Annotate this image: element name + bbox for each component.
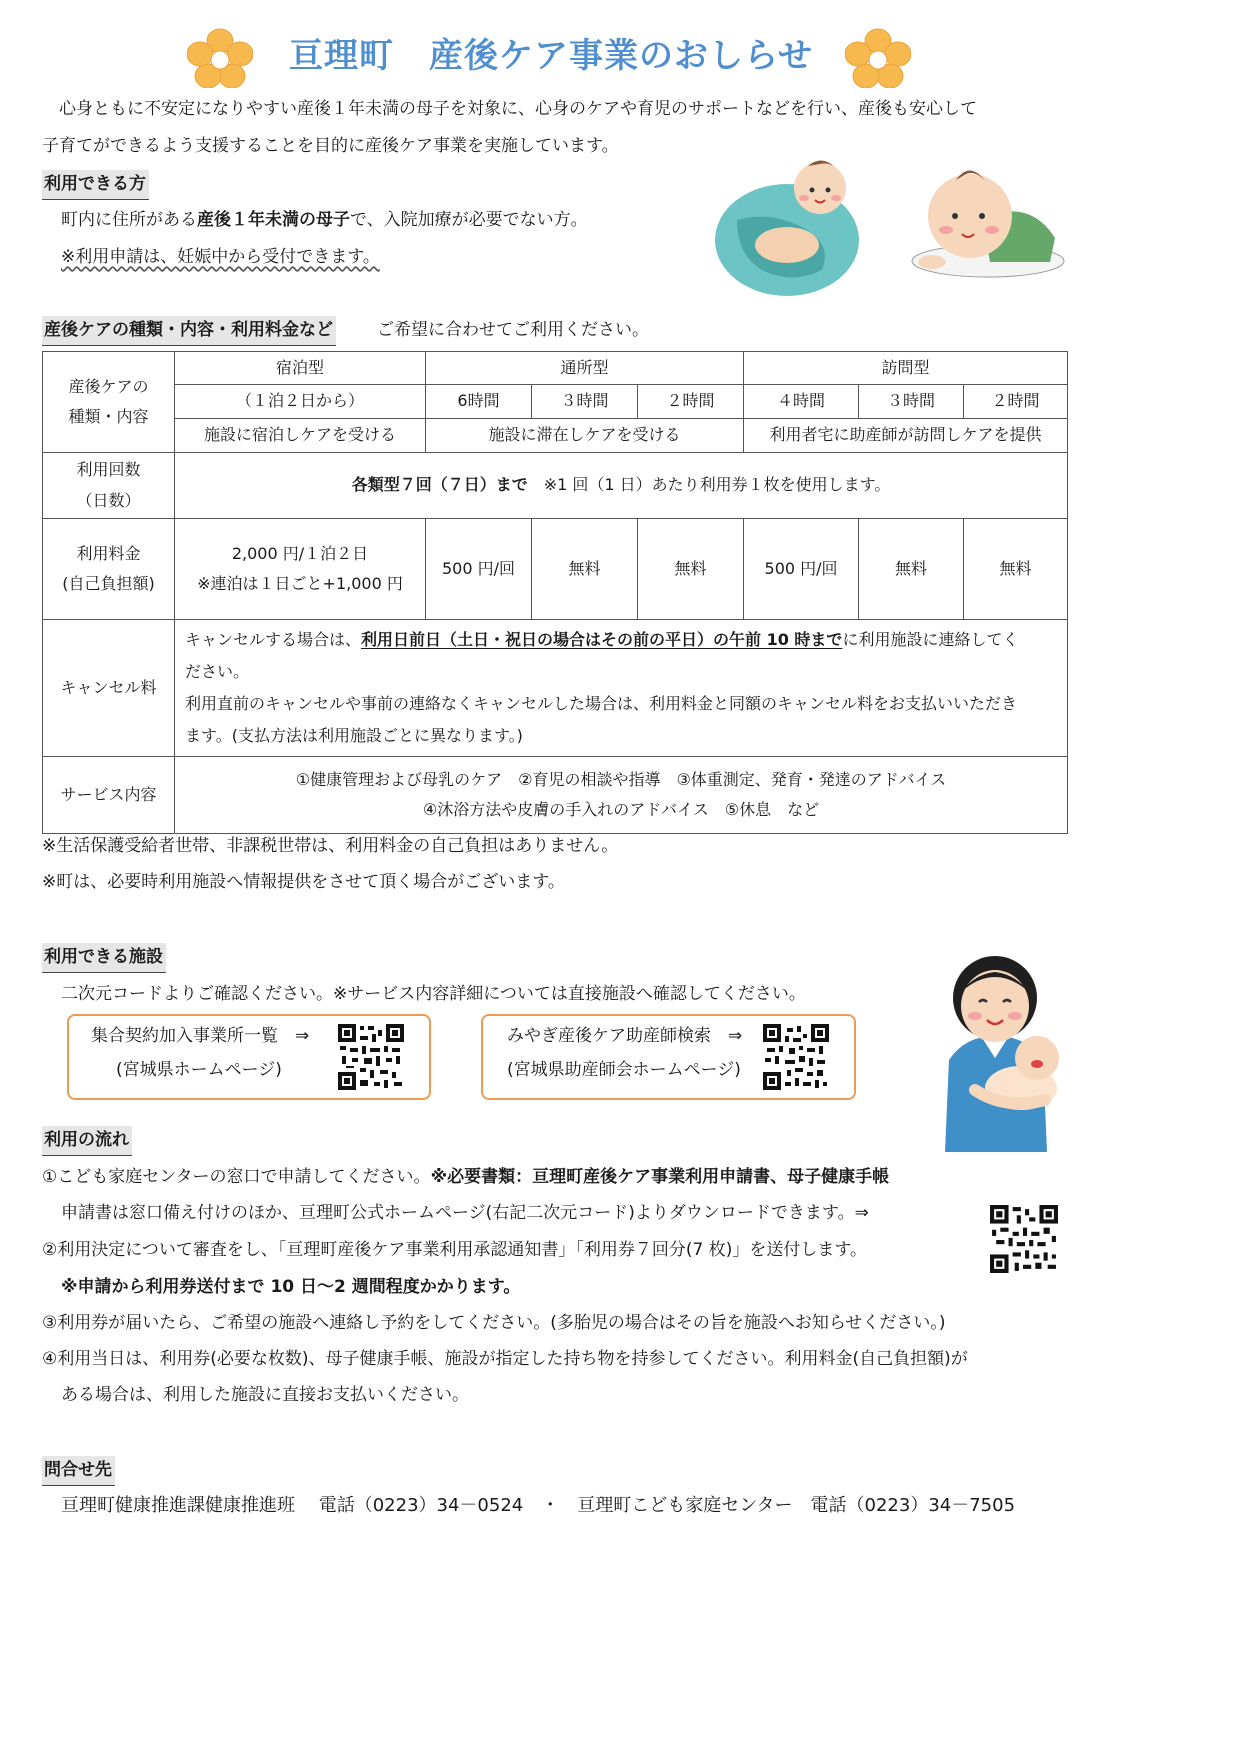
- stay-duration: （１泊２日から）: [175, 385, 426, 419]
- day-hours-3: ２時間: [638, 385, 744, 419]
- stay-type-name: 宿泊型: [175, 352, 426, 385]
- section-heading-types: 産後ケアの種類・内容・利用料金など: [42, 316, 336, 346]
- contact-line: 亘理町健康推進課健康推進班 電話（0223）34－0524 ・ 亘理町こども家庭センター 電話（0223）34－7505: [61, 1495, 1016, 1516]
- visit-hours-3: ２時間: [964, 385, 1068, 419]
- day-description: 施設に滞在しケアを受ける: [426, 419, 744, 453]
- intro-line-2: 子育てができるよう支援することを目的に産後ケア事業を実施しています。: [42, 136, 619, 156]
- baby-bath-illustration: [712, 150, 862, 300]
- flow-step-3: ③利用券が届いたら、ご希望の施設へ連絡し予約をしてください。(多胎児の場合はその旨を施設へお知らせください。): [42, 1313, 946, 1333]
- day-type-name: 通所型: [426, 352, 744, 385]
- facility-box-1-subtitle: (宮城県ホームページ): [116, 1060, 282, 1080]
- section-heading-facilities: 利用できる施設: [42, 943, 166, 973]
- facility-box-2-title: みやぎ産後ケア助産師検索 ⇒: [507, 1026, 743, 1046]
- section-heading-contact: 問合せ先: [42, 1456, 115, 1486]
- flow-step-2: ②利用決定について審査をし、「亘理町産後ケア事業利用承認通知書」「利用券７回分(7 枚)」を送付します。: [42, 1240, 868, 1260]
- table-label-service: サービス内容: [43, 757, 175, 834]
- section-heading-eligible: 利用できる方: [42, 170, 149, 200]
- fee-stay: 2,000 円/１泊２日 ※連泊は１日ごと+1,000 円: [175, 519, 426, 620]
- qr-code-midwife-icon[interactable]: [763, 1024, 829, 1090]
- eligible-line-2: ※利用申請は、妊娠中から受付できます。: [61, 247, 380, 267]
- stay-description: 施設に宿泊しケアを受ける: [175, 419, 426, 453]
- note-exemption: ※生活保護受給者世帯、非課税世帯は、利用料金の自己負担はありません。: [42, 836, 619, 856]
- qr-code-town-homepage-icon[interactable]: [990, 1205, 1058, 1273]
- intro-line-1: 心身ともに不安定になりやすい産後１年未満の母子を対象に、心身のケアや育児のサポートなどを行い、産後も安心して: [42, 99, 977, 119]
- visit-hours-2: ３時間: [859, 385, 964, 419]
- visit-hours-1: ４時間: [744, 385, 859, 419]
- visit-description: 利用者宅に助産師が訪問しケアを提供: [744, 419, 1068, 453]
- table-label-cancel: キャンセル料: [43, 620, 175, 757]
- section-heading-flow: 利用の流れ: [42, 1126, 132, 1156]
- flow-step-1-detail: 申請書は窓口備え付けのほか、亘理町公式ホームページ(右記二次元コード)よりダウンロードできます。⇒: [61, 1203, 869, 1223]
- eligible-line-1: 町内に住所がある産後１年未満の母子で、入院加療が必要でない方。: [61, 210, 588, 230]
- facility-box-1-title: 集合契約加入事業所一覧 ⇒: [91, 1026, 310, 1046]
- fee-day-2h: 無料: [638, 519, 744, 620]
- fee-day-3h: 無料: [532, 519, 638, 620]
- usage-count: 各類型７回（７日）まで ※1 回（1 日）あたり利用券１枚を使用します。: [175, 453, 1068, 519]
- service-contents: ①健康管理および母乳のケア ②育児の相談や指導 ③体重測定、発育・発達のアドバイス ④沐浴方法や皮膚の手入れのアドバイス ⑤休息 など: [175, 757, 1068, 834]
- flow-step-2-note: ※申請から利用券送付まで 10 日～2 週間程度かかります。: [61, 1277, 521, 1297]
- fee-visit-4h: 500 円/回: [744, 519, 859, 620]
- qr-code-prefecture-icon[interactable]: [338, 1024, 404, 1090]
- midwife-holding-baby-illustration: [935, 940, 1070, 1152]
- day-hours-1: 6時間: [426, 385, 532, 419]
- fee-day-6h: 500 円/回: [426, 519, 532, 620]
- note-information: ※町は、必要時利用施設へ情報提供をさせて頂く場合がございます。: [42, 872, 565, 892]
- baby-crawling-illustration: [910, 158, 1065, 280]
- flower-icon-right: [845, 28, 911, 88]
- table-label-fee: 利用料金 (自己負担額): [43, 519, 175, 620]
- flow-step-4: ④利用当日は、利用券(必要な枚数)、母子健康手帳、施設が指定した持ち物を持参してください。利用料金(自己負担額)が: [42, 1349, 968, 1369]
- flow-step-4-detail: ある場合は、利用した施設に直接お支払いください。: [61, 1385, 469, 1405]
- facility-box-2-subtitle: (宮城県助産師会ホームページ): [507, 1060, 741, 1080]
- fee-visit-3h: 無料: [859, 519, 964, 620]
- facilities-intro: 二次元コードよりご確認ください。※サービス内容詳細については直接施設へ確認してください。: [61, 984, 806, 1004]
- flow-step-1: ①こども家庭センターの窓口で申請してください。※必要書類：亘理町産後ケア事業利用申請書、母子健康手帳: [42, 1167, 890, 1187]
- day-hours-2: ３時間: [532, 385, 638, 419]
- types-note: ご希望に合わせてご利用ください。: [377, 320, 649, 340]
- page-title: 亘理町 産後ケア事業のおしらせ: [289, 36, 813, 76]
- care-table: [42, 351, 1068, 834]
- cancel-policy: キャンセルする場合は、利用日前日（土日・祝日の場合はその前の平日）の午前 10 時までに利用施設に連絡してく ださい。 利用直前のキャンセルや事前の連絡なくキャンセルした場合は、利用料金と同額のキャンセル料をお支払いいただき ます。(支払方法は利用施設ごとに異なります。): [175, 620, 1068, 757]
- table-label-types: 産後ケアの 種類・内容: [43, 352, 175, 453]
- visit-type-name: 訪問型: [744, 352, 1068, 385]
- table-label-count: 利用回数 （日数）: [43, 453, 175, 519]
- fee-visit-2h: 無料: [964, 519, 1068, 620]
